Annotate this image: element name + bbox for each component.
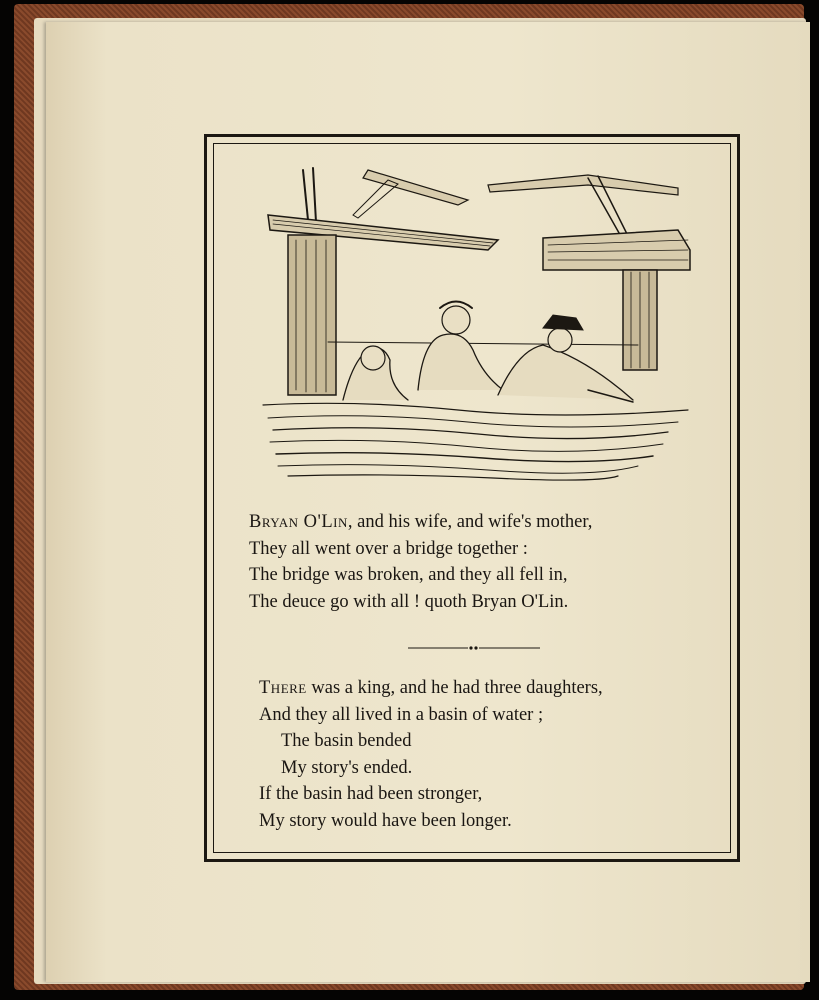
king-daughters-rhyme bbox=[259, 675, 603, 835]
rhyme1-line1 bbox=[249, 509, 592, 536]
rhyme1-line4: The deuce go with all ! quoth Bryan O'Lin. bbox=[249, 591, 569, 612]
bryan-olin-rhyme bbox=[249, 509, 592, 615]
section-divider bbox=[408, 645, 540, 651]
rhyme1-lead-word: Bryan O'Lin bbox=[249, 512, 348, 532]
rhyme2-line6: My story would have been longer. bbox=[259, 810, 512, 831]
rhyme1-line3: The bridge was broken, and they all fell in, bbox=[249, 565, 568, 586]
rhyme2-line4: My story's ended. bbox=[281, 757, 413, 778]
rhyme2-line1-text: was a king, and he had three daughters, bbox=[306, 678, 603, 698]
rhyme2-line2: And they all lived in a basin of water ; bbox=[259, 704, 544, 725]
bridge-illustration bbox=[258, 160, 694, 490]
rhyme1-line1-text: , and his wife, and wife's mother, bbox=[347, 512, 593, 532]
rhyme1-line2: They all went over a bridge together : bbox=[249, 538, 528, 559]
rhyme2-line1 bbox=[259, 675, 603, 702]
rhyme2-lead-word: There bbox=[259, 678, 307, 698]
rhyme2-line5: If the basin had been stronger, bbox=[259, 784, 483, 805]
rhyme2-line3: The basin bended bbox=[281, 731, 412, 752]
